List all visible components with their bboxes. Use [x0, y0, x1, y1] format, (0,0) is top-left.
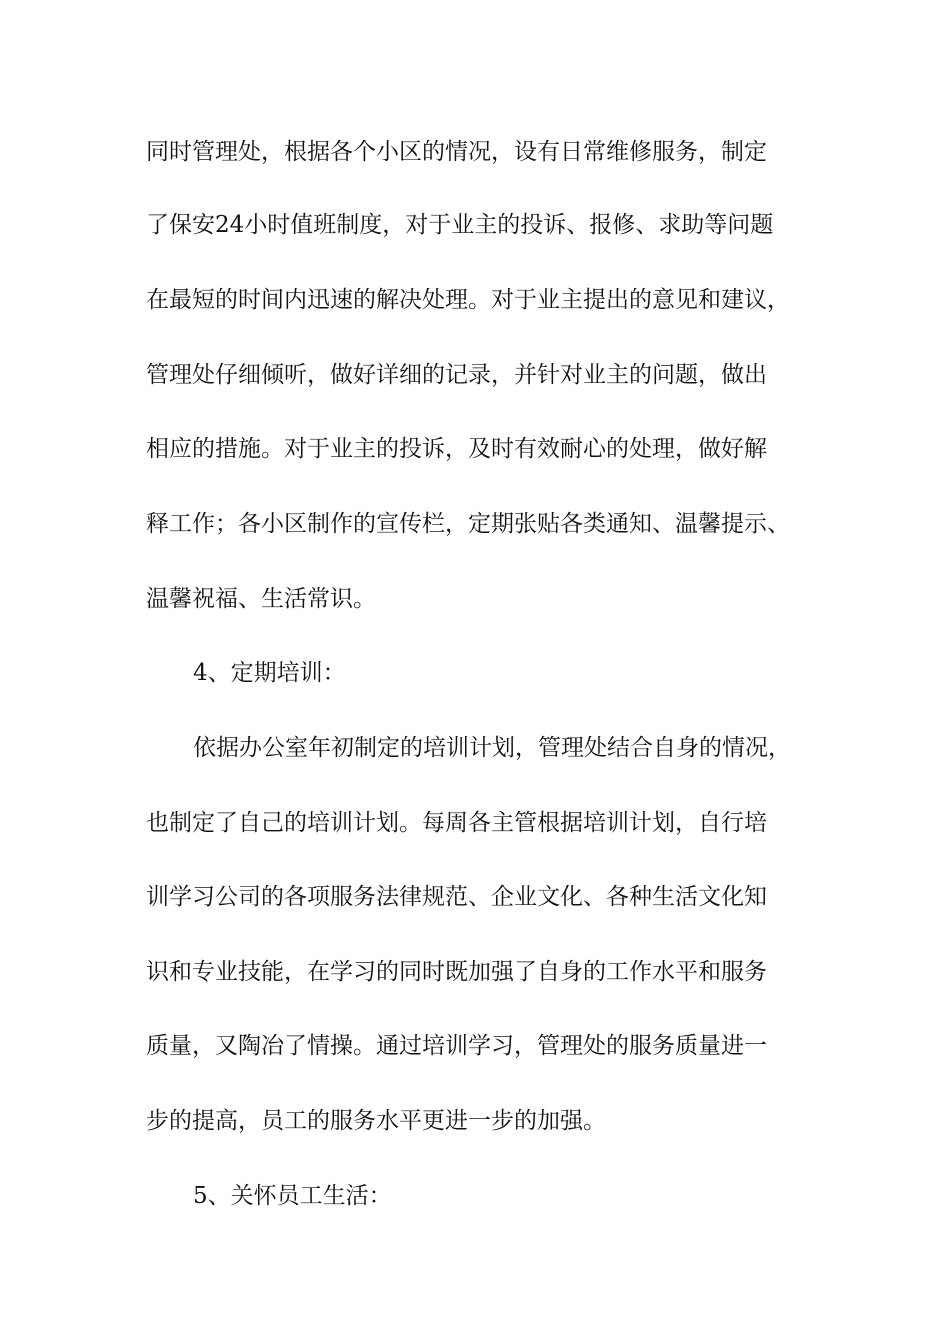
paragraph-line: 同时管理处，根据各个小区的情况，设有日常维修服务，制定 [146, 139, 767, 165]
paragraph-line: 步的提高，员工的服务水平更进一步的加强。 [146, 1108, 606, 1134]
paragraph-line: 依据办公室年初制定的培训计划，管理处结合自身的情况， [193, 735, 791, 761]
paragraph-line: 相应的措施。对于业主的投诉，及时有效耐心的处理，做好解 [146, 436, 767, 462]
paragraph-line: 释工作；各小区制作的宣传栏，定期张贴各类通知、温馨提示、 [146, 511, 790, 537]
paragraph-line: 管理处仔细倾听，做好详细的记录，并针对业主的问题，做出 [146, 362, 767, 388]
section-heading: 5、关怀员工生活： [193, 1183, 392, 1209]
paragraph-line: 也制定了自己的培训计划。每周各主管根据培训计划，自行培 [146, 810, 767, 836]
paragraph-line: 了保安24小时值班制度，对于业主的投诉、报修、求助等问题 [146, 212, 774, 238]
section-heading: 4、定期培训： [193, 660, 346, 686]
paragraph-line: 识和专业技能，在学习的同时既加强了自身的工作水平和服务 [146, 959, 767, 985]
paragraph-line: 温馨祝福、生活常识。 [146, 586, 376, 612]
paragraph-line: 在最短的时间内迅速的解决处理。对于业主提出的意见和建议， [146, 287, 790, 313]
paragraph-line: 训学习公司的各项服务法律规范、企业文化、各种生活文化知 [146, 884, 767, 910]
paragraph-line: 质量，又陶冶了情操。通过培训学习，管理处的服务质量进一 [146, 1033, 767, 1059]
